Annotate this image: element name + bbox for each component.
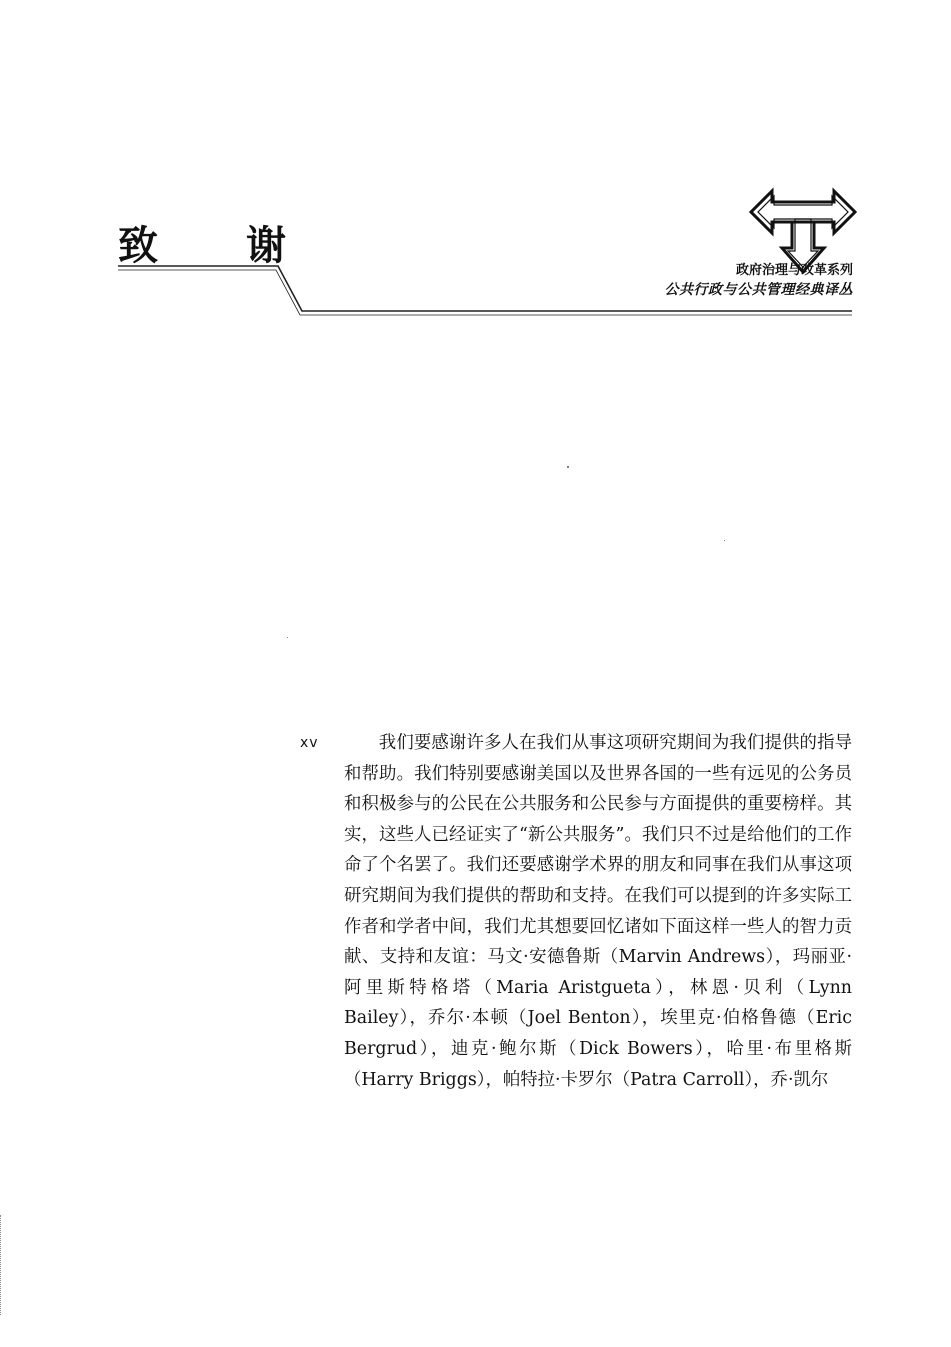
chapter-title-char-2: 谢: [246, 223, 286, 269]
scan-speck: [567, 466, 569, 468]
series-name: 政府治理与改革系列: [735, 263, 853, 278]
page-number: xv: [300, 735, 319, 751]
scan-speck: [287, 637, 288, 638]
chapter-title: [118, 222, 286, 270]
chapter-title-char-1: 致: [118, 223, 158, 269]
series-info: [665, 262, 854, 300]
body-paragraph: 我们要感谢许多人在我们从事这项研究期间为我们提供的指导和帮助。我们特别要感谢美国以及世界各国的一些有远见的公务员和积极参与的公民在公共服务和公民参与方面提供的重要榜样。其实，这些人已经证实了“新公共服务”。我们只不过是给他们的工作命了个名罢了。我们还要感谢学术界的朋友和同事在我们从事这项研究期间为我们提供的帮助和支持。在我们可以提到的许多实际工作者和学者中间，我们尤其想要回忆诸如下面这样一些人的智力贡献、支持和友谊：马文·安德鲁斯（Marvin Andrews），玛丽亚·阿里斯特格塔（Maria Aristgueta），林恩·贝利（Lynn Bailey），乔尔·本顿（Joel Benton），埃里克·伯格鲁德（Eric Bergrud），迪克·鲍尔斯（Dick Bowers），哈里·布里格斯（Harry Briggs），帕特拉·卡罗尔（Patra Carroll），乔·凯尔: [344, 733, 852, 1090]
scan-speck: [724, 540, 725, 541]
scan-edge-artifact: [0, 1215, 11, 1315]
series-collection-name: 公共行政与公共管理经典译丛: [664, 282, 853, 298]
